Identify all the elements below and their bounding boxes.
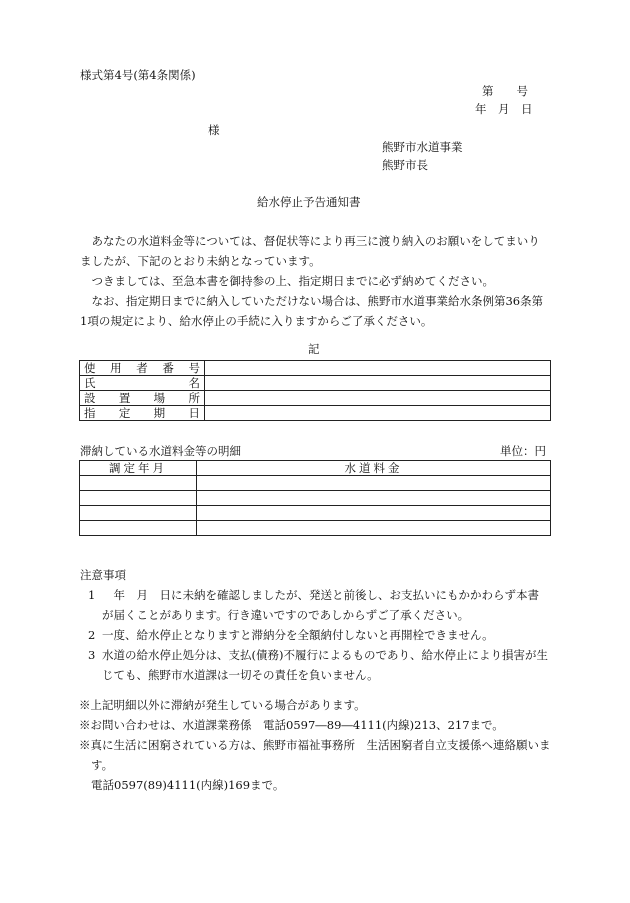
- note-text: 一度、給水停止となりますと滞納分を全額納付しないと再開栓できません。: [102, 628, 494, 642]
- note-text: 年 月 日に未納を確認しましたが、発送と前後し、お支払いにもかかわらず本書が届くことがあります。行き違いですのであしからずご了承ください。: [102, 588, 539, 622]
- recipient-suffix: 様: [208, 123, 220, 137]
- footer-line: ※真に生活に困窮されている方は、熊野市福祉事務所 生活困窮者自立支援係へ連絡願います。: [79, 738, 551, 772]
- table-row: [80, 521, 551, 536]
- footer-notes: [79, 695, 551, 795]
- body-paragraph-1: あなたの水道料金等については、督促状等により再三に渡り納入のお願いをしてまいりましたが、下記のとおり未納となっています。: [80, 234, 540, 268]
- issue-date: 年 月 日: [475, 102, 533, 116]
- table-row: [80, 361, 551, 376]
- table-row: [80, 391, 551, 406]
- note-item: [80, 625, 550, 645]
- table-row: [80, 476, 551, 491]
- table-cell: [197, 491, 551, 506]
- table-cell: [80, 506, 197, 521]
- table-cell: [197, 476, 551, 491]
- table-row: [80, 491, 551, 506]
- ki-heading: 記: [308, 342, 320, 356]
- note-item: [80, 585, 550, 625]
- table-row: [80, 406, 551, 421]
- body-text: [80, 231, 548, 331]
- note-number: 3: [88, 648, 96, 662]
- document-title: 給水停止予告通知書: [257, 195, 361, 209]
- table-cell: [80, 491, 197, 506]
- body-paragraph-2: つきましては、至急本書を御持参の上、指定期日までに必ず納めてください。: [91, 274, 494, 288]
- location-label: 設 置 場 所: [80, 391, 205, 406]
- issuer-title: 熊野市長: [382, 158, 428, 172]
- arrears-detail-table: [79, 460, 551, 536]
- table-header-row: [80, 461, 551, 476]
- footer-line: ※上記明細以外に滞納が発生している場合があります。: [79, 698, 366, 712]
- billing-month-header: 調定年月: [80, 461, 197, 476]
- note-text: 水道の給水停止処分は、支払(債務)不履行によるものであり、給水停止により損害が生じても、熊野市水道課は一切その責任を負いません。: [102, 648, 548, 682]
- welfare-phone: 電話0597(89)4111(内線)169まで。: [91, 778, 285, 792]
- notes-section: [80, 565, 550, 685]
- table-cell: [197, 506, 551, 521]
- footer-line: ※お問い合わせは、水道課業務係 電話0597―89―4111(内線)213、217まで。: [79, 718, 504, 732]
- note-item: [80, 645, 550, 685]
- table-cell: [80, 521, 197, 536]
- table-cell: [80, 476, 197, 491]
- table-cell: [197, 521, 551, 536]
- note-number: 1: [88, 588, 96, 602]
- water-fee-header: 水道料金: [197, 461, 551, 476]
- notes-heading: 注意事項: [80, 568, 126, 582]
- due-date-value: [205, 406, 551, 421]
- body-paragraph-3: なお、指定期日までに納入していただけない場合は、熊野市水道事業給水条例第36条第1項の規定により、給水停止の手続に入りますからご了承ください。: [80, 294, 544, 328]
- name-label: 氏 名: [80, 376, 205, 391]
- issuer-organization: 熊野市水道事業: [382, 140, 463, 154]
- unit-label: 単位：円: [500, 444, 546, 458]
- table-row: [80, 506, 551, 521]
- user-number-label: 使 用 者 番 号: [80, 361, 205, 376]
- user-number-value: [205, 361, 551, 376]
- form-number: 様式第4号(第4条関係): [80, 68, 196, 82]
- document-number: 第 号: [482, 84, 528, 98]
- location-value: [205, 391, 551, 406]
- note-number: 2: [88, 628, 96, 642]
- table-row: [80, 376, 551, 391]
- name-value: [205, 376, 551, 391]
- account-info-table: [79, 360, 551, 421]
- detail-caption: 滞納している水道料金等の明細: [80, 444, 241, 458]
- due-date-label: 指 定 期 日: [80, 406, 205, 421]
